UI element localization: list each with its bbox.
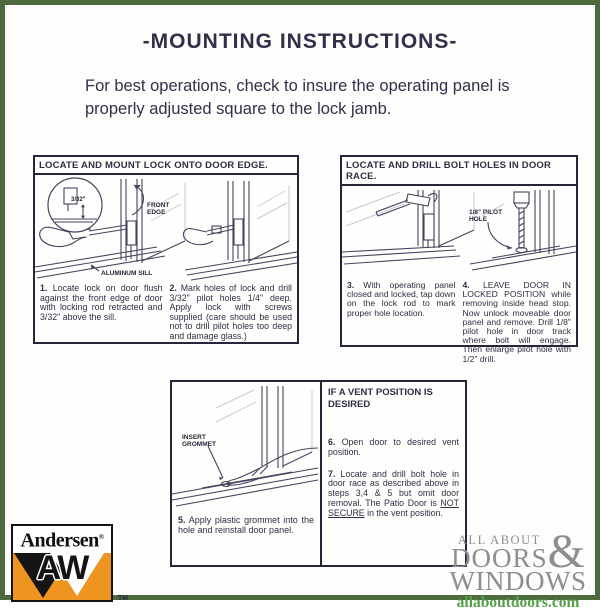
right-door-drawing: [183, 181, 297, 280]
panel-drill-bolt-holes: [340, 155, 578, 364]
step-3-text: With operating panel closed and locked, tap down on the lock rod to mark proper hole location.: [347, 280, 456, 318]
step-7-text-pre: Locate and drill bolt hole in door race as described above in steps 3,4 & 5 but omit door removal. The Patio Door is: [328, 468, 459, 508]
glass-hatching-3: [216, 390, 312, 452]
andersen-wordmark-text: Andersen: [20, 529, 99, 552]
step-7: [328, 470, 459, 519]
inset-measure-label: 3/32": [71, 197, 86, 203]
step-4-text: LEAVE DOOR IN LOCKED POSITION while removing inside head stop. Now unlock moveable door panel and remove. Drill 1/8" pilot hole in door track where bolt will engage. Then enlarge pilot hole with 1/2" drill.: [462, 280, 571, 364]
step-5-text: Apply plastic grommet into the hole and reinstall door panel.: [178, 515, 314, 535]
panel3-illustration: [172, 382, 320, 510]
vent-header: IF A VENT POSITION IS DESIRED: [328, 387, 433, 410]
step-6-number: 6.: [328, 437, 336, 447]
allaboutdoors-logo: [447, 525, 589, 612]
step-2: [170, 284, 293, 342]
hammer-drill-drawing: [342, 186, 576, 278]
step-1: [40, 284, 163, 342]
aluminum-sill-label: ALUMINUM SILL: [101, 270, 153, 277]
aad-website: allaboutdoors.com: [456, 594, 580, 611]
page-title: -MOUNTING INSTRUCTIONS-: [142, 30, 458, 53]
panel1-illustration: [35, 175, 297, 281]
step-5-number: 5.: [178, 515, 186, 525]
panel-locate-mount-lock: [33, 155, 299, 344]
step-1-number: 1.: [40, 283, 48, 293]
panel2-steps: [342, 278, 576, 364]
step-7-number: 7.: [328, 468, 336, 479]
aad-ampersand: &: [547, 525, 585, 578]
door-lock-drawing: [35, 175, 297, 281]
step-3: [347, 281, 456, 364]
inset-circle: [48, 178, 102, 232]
aw-emblem: [13, 548, 111, 600]
aad-doors: DOORS: [451, 543, 548, 573]
step-2-number: 2.: [169, 283, 177, 293]
panel3-left-column: [172, 382, 322, 565]
step-6: [328, 438, 459, 458]
not-secure-underline: NOT SECURE: [328, 497, 459, 518]
andersen-logo-box: [11, 524, 113, 602]
step-4: [463, 281, 572, 364]
page-subtitle: For best operations, check to insure the operating panel is properly adjusted square to the lock jamb.: [85, 77, 510, 118]
andersen-logo: [11, 524, 128, 602]
drill-drawing: [470, 190, 576, 270]
panel1-steps: [35, 281, 297, 342]
aad-logo-left: [451, 533, 548, 573]
step-5: [172, 510, 320, 535]
step-4-number: 4.: [462, 280, 470, 290]
aad-windows: WINDOWS: [449, 566, 587, 596]
andersen-registered-mark: ®: [98, 533, 104, 541]
insert-grommet-label: INSERT GROMMET: [182, 434, 216, 448]
hammer-tap-drawing: [342, 190, 474, 264]
panel2-header: LOCATE AND DRILL BOLT HOLES IN DOOR RACE.: [342, 157, 576, 186]
step-2-text: Mark holes of lock and drill 3/32" pilot holes 1/4" deep. Apply lock with screws supplied (care should be used not to drill pilot holes too deep and damage glass.): [169, 283, 292, 341]
aad-logo-top: [447, 525, 589, 578]
panel2-illustration: [342, 186, 576, 278]
step-3-number: 3.: [347, 280, 355, 290]
aw-letters: AW: [36, 548, 88, 587]
panel3-right-column: [322, 382, 465, 565]
panel1-header: LOCATE AND MOUNT LOCK ONTO DOOR EDGE.: [35, 157, 297, 175]
panel-vent-position: [170, 380, 467, 567]
front-edge-label: FRONT EDGE: [147, 202, 170, 216]
aad-all-about: ALL ABOUT: [457, 533, 541, 547]
step-6-text: Open door to desired vent position.: [328, 437, 459, 457]
pilot-hole-label: 1/8" PILOT HOLE: [469, 209, 503, 223]
step-7-text-post: in the vent position.: [364, 507, 443, 518]
andersen-tm-mark: TM: [117, 594, 128, 602]
step-1-text: Locate lock on door flush against the front edge of door with locking rod retracted and 3/32" above the sill.: [40, 283, 163, 322]
